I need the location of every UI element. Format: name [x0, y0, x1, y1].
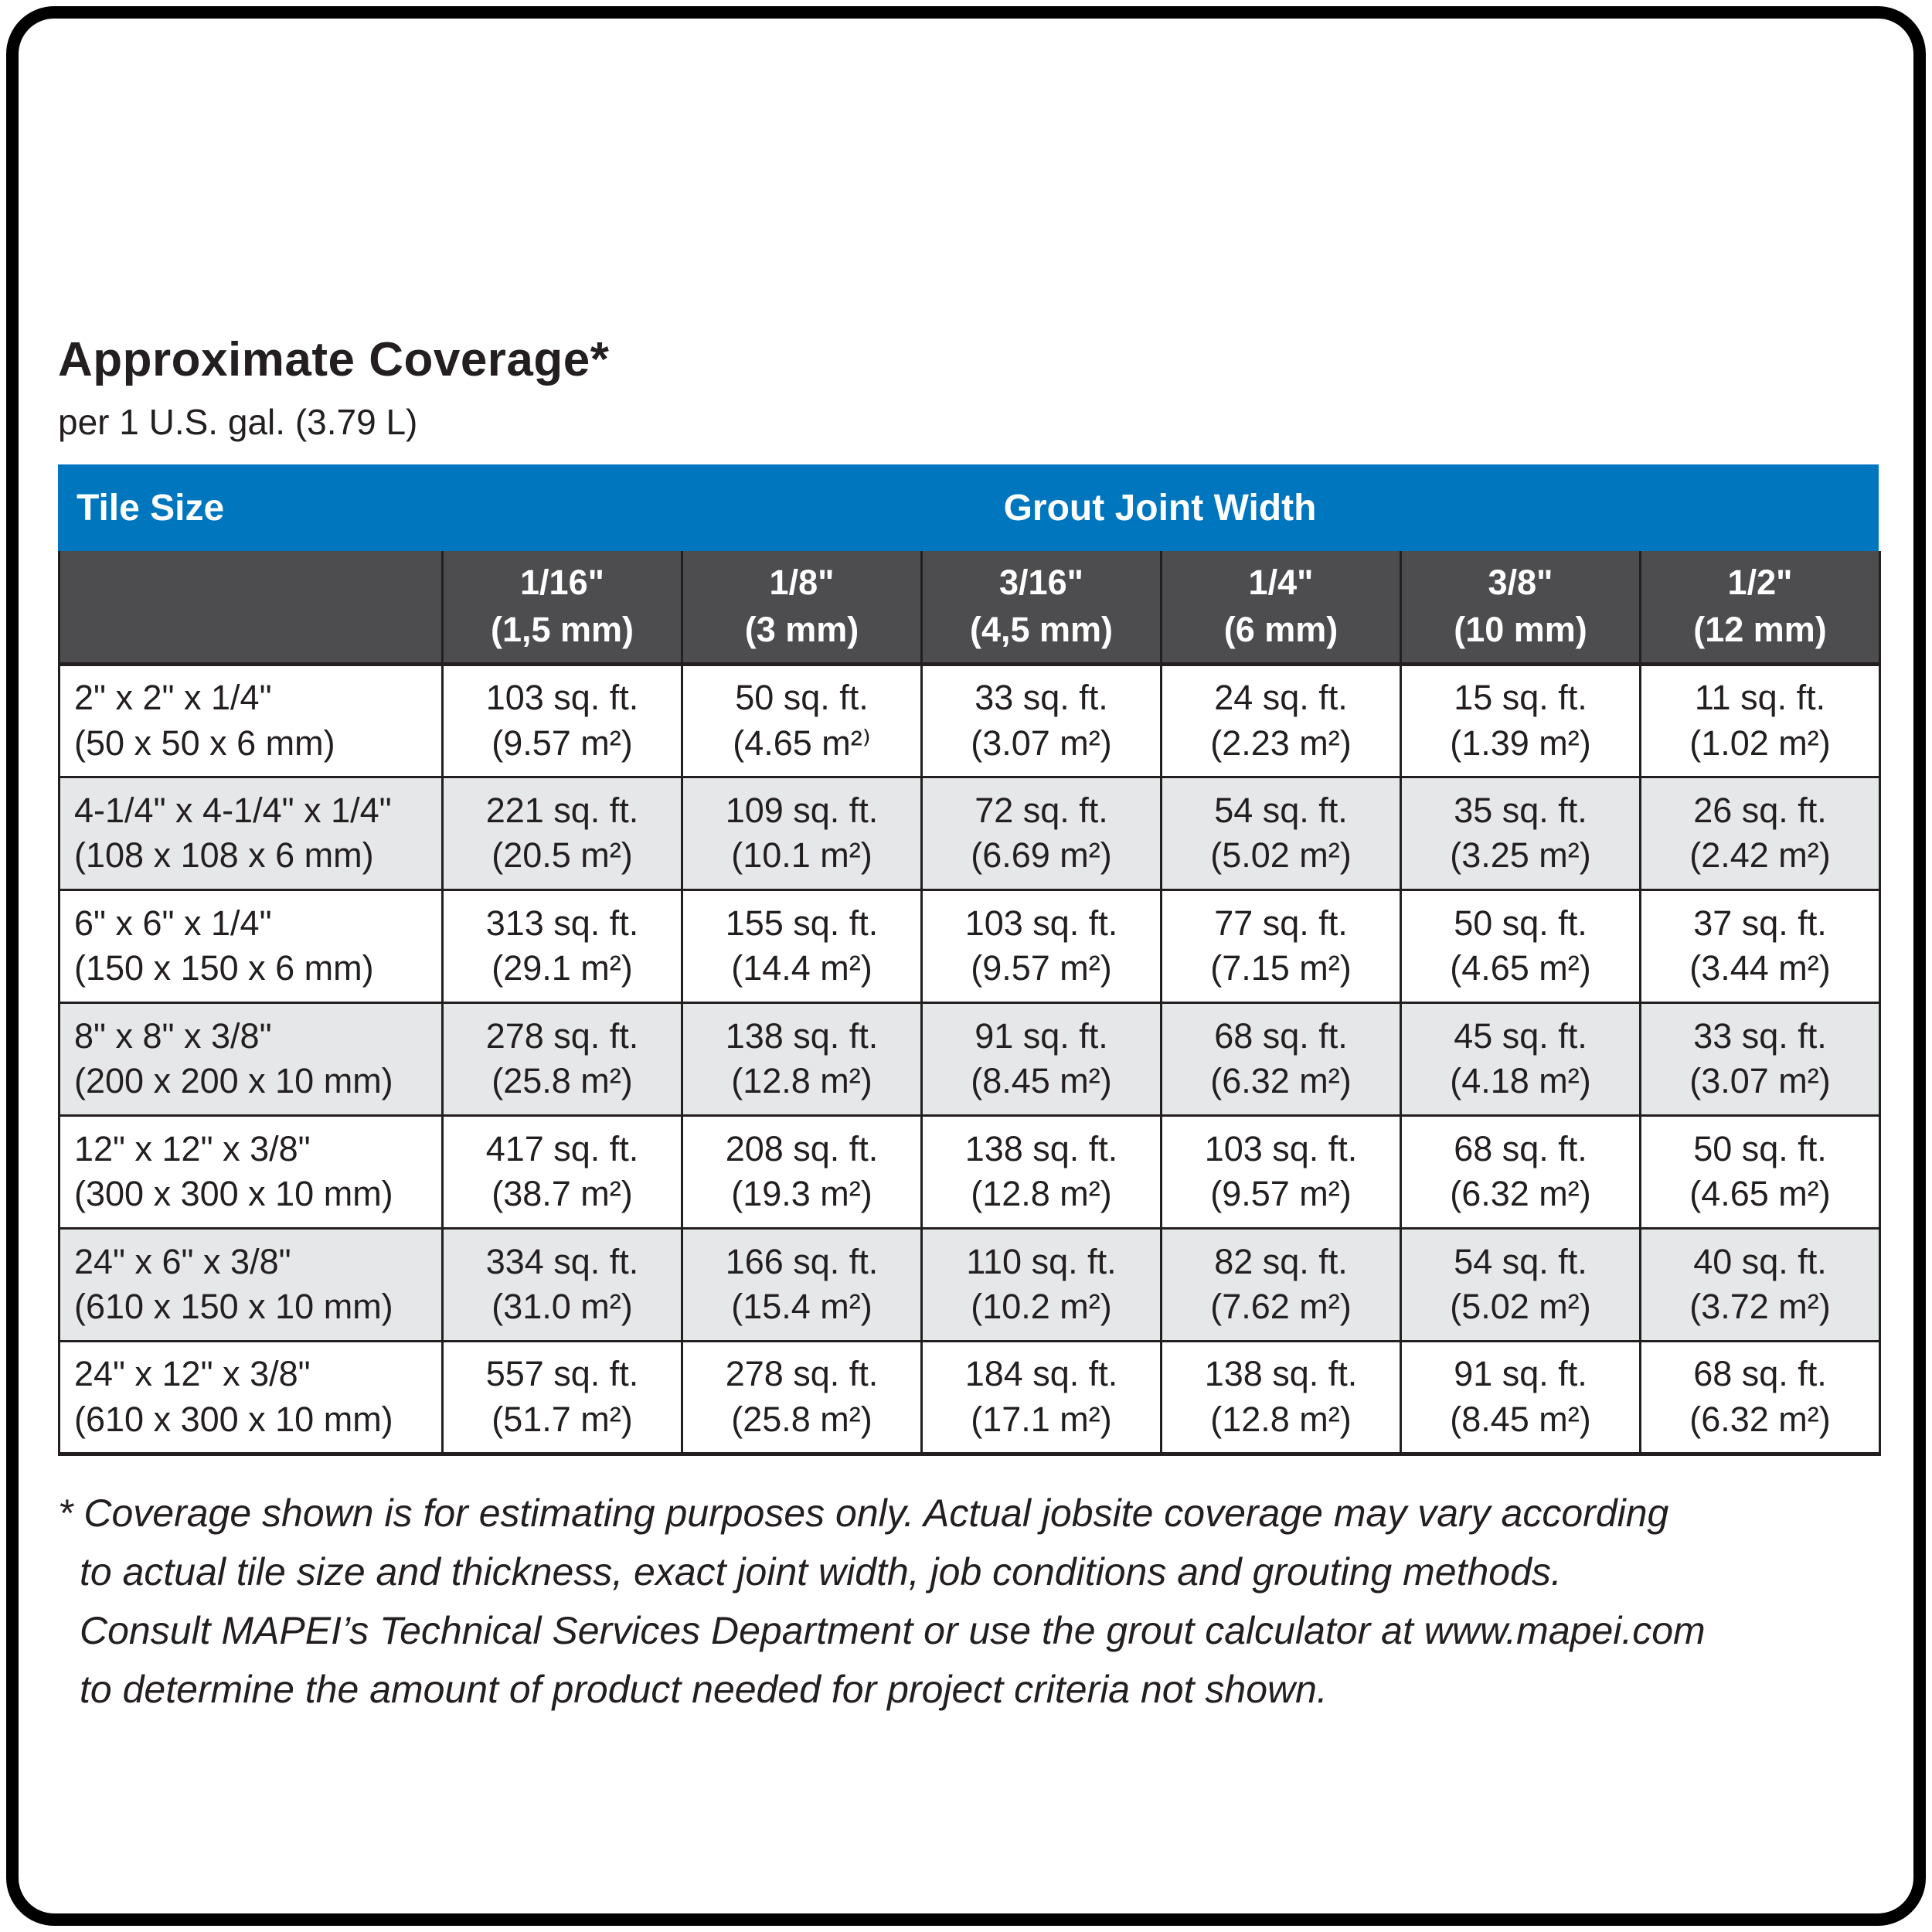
coverage-cell — [922, 1115, 1162, 1228]
coverage-cell — [1162, 1002, 1401, 1115]
coverage-m2: (9.57 m²) — [492, 723, 633, 763]
coverage-sqft: 155 sq. ft. — [725, 903, 879, 943]
coverage-cell — [1401, 1228, 1641, 1341]
tile-size-cell — [60, 1115, 443, 1228]
col-header-3-16in — [922, 551, 1162, 664]
col-header-mm: (1,5 mm) — [490, 609, 634, 649]
grout-joint-width-header: Grout Joint Width — [1003, 487, 1317, 529]
col-header-inches: 3/16" — [999, 563, 1083, 602]
page-title: Approximate Coverage* — [58, 333, 610, 386]
coverage-sqft: 417 sq. ft. — [485, 1128, 639, 1168]
footnote-line: Consult MAPEI’s Technical Services Department or use the grout calculator at www.mapei.com — [80, 1608, 1706, 1652]
coverage-cell — [922, 1002, 1162, 1115]
col-header-1-2in — [1641, 551, 1880, 664]
coverage-cell — [1162, 1115, 1401, 1228]
coverage-cell — [1162, 1341, 1401, 1454]
coverage-cell — [443, 1115, 682, 1228]
coverage-cell — [1641, 777, 1880, 889]
coverage-m2: (12.8 m²) — [971, 1174, 1112, 1213]
corner-cell — [60, 551, 443, 664]
tile-size-mm: (108 x 108 x 6 mm) — [74, 835, 374, 875]
coverage-sqft: 33 sq. ft. — [975, 678, 1108, 717]
coverage-m2: (9.57 m²) — [1210, 1174, 1352, 1213]
coverage-sqft: 24 sq. ft. — [1214, 678, 1348, 717]
coverage-m2: (6.32 m²) — [1450, 1174, 1591, 1213]
coverage-cell — [443, 1002, 682, 1115]
coverage-cell — [922, 1341, 1162, 1454]
col-header-inches: 1/4" — [1248, 563, 1314, 602]
tile-size-inches: 24" x 6" x 3/8" — [74, 1241, 291, 1281]
coverage-sqft: 68 sq. ft. — [1214, 1015, 1348, 1056]
col-header-mm: (12 mm) — [1693, 609, 1827, 649]
coverage-cell — [1641, 1002, 1880, 1115]
col-header-mm: (4,5 mm) — [969, 609, 1114, 649]
coverage-m2: (5.02 m²) — [1450, 1287, 1591, 1326]
coverage-cell — [1401, 889, 1641, 1002]
coverage-sqft: 110 sq. ft. — [966, 1241, 1117, 1281]
coverage-m2: (14.4 m²) — [731, 948, 872, 988]
coverage-m2: (4.18 m²) — [1450, 1061, 1591, 1100]
tile-size-cell — [60, 1228, 443, 1341]
coverage-m2: (6.69 m²) — [971, 835, 1112, 875]
coverage-sqft: 68 sq. ft. — [1454, 1128, 1587, 1168]
coverage-cell — [922, 1228, 1162, 1341]
table-row — [60, 664, 1880, 777]
coverage-m2: (3.07 m²) — [1689, 1061, 1831, 1100]
datasheet-content — [58, 332, 1879, 1719]
coverage-m2: (8.45 m²) — [1450, 1399, 1591, 1439]
coverage-table — [58, 551, 1881, 1456]
coverage-m2: (3.72 m²) — [1689, 1287, 1831, 1326]
coverage-m2: (7.62 m²) — [1210, 1287, 1352, 1326]
coverage-cell — [682, 777, 922, 889]
coverage-m2: (9.57 m²) — [971, 948, 1112, 988]
coverage-cell — [1641, 1228, 1880, 1341]
coverage-sqft: 54 sq. ft. — [1214, 790, 1348, 830]
coverage-m2: (6.32 m²) — [1210, 1061, 1352, 1100]
coverage-m2: (25.8 m²) — [492, 1061, 633, 1100]
coverage-cell — [1641, 889, 1880, 1002]
coverage-cell — [1401, 1115, 1641, 1228]
coverage-m2: (3.25 m²) — [1450, 835, 1591, 875]
coverage-m2: (1.02 m²) — [1689, 723, 1831, 763]
col-header-mm: (3 mm) — [744, 609, 859, 649]
col-header-inches: 1/8" — [769, 563, 835, 602]
coverage-cell — [1641, 1115, 1880, 1228]
coverage-cell — [443, 1228, 682, 1341]
coverage-m2: (12.8 m²) — [731, 1061, 872, 1100]
col-header-1-8in — [682, 551, 922, 664]
col-header-1-16in — [443, 551, 682, 664]
coverage-m2: (15.4 m²) — [731, 1287, 872, 1326]
coverage-cell — [1162, 1228, 1401, 1341]
coverage-sqft: 40 sq. ft. — [1693, 1241, 1827, 1281]
coverage-m2: (10.1 m²) — [731, 835, 872, 875]
coverage-cell — [682, 664, 922, 777]
coverage-sqft: 103 sq. ft. — [485, 678, 639, 717]
table-row — [60, 1228, 1880, 1341]
table-row — [60, 889, 1880, 1002]
tile-size-mm: (50 x 50 x 6 mm) — [74, 723, 335, 763]
coverage-sqft: 166 sq. ft. — [725, 1241, 879, 1281]
coverage-sqft: 184 sq. ft. — [964, 1354, 1118, 1393]
tile-size-header: Tile Size — [77, 487, 225, 529]
coverage-sqft: 35 sq. ft. — [1454, 790, 1587, 830]
coverage-m2: (51.7 m²) — [492, 1399, 633, 1439]
col-header-inches: 1/16" — [520, 563, 604, 602]
coverage-cell — [1162, 664, 1401, 777]
coverage-cell — [443, 777, 682, 889]
coverage-m2: (17.1 m²) — [971, 1399, 1112, 1439]
coverage-sqft: 91 sq. ft. — [1454, 1354, 1587, 1393]
coverage-cell — [682, 1228, 922, 1341]
tile-size-cell — [60, 1341, 443, 1454]
table-row — [60, 1341, 1880, 1454]
col-header-inches: 1/2" — [1727, 563, 1793, 602]
coverage-sqft: 138 sq. ft. — [1204, 1354, 1358, 1393]
tile-size-mm: (150 x 150 x 6 mm) — [74, 948, 374, 988]
coverage-cell — [1162, 889, 1401, 1002]
coverage-m2: (1.39 m²) — [1450, 723, 1591, 763]
col-header-mm: (10 mm) — [1454, 609, 1587, 649]
tile-size-inches: 12" x 12" x 3/8" — [74, 1128, 311, 1168]
tile-size-cell — [60, 889, 443, 1002]
coverage-sqft: 50 sq. ft. — [1454, 903, 1587, 943]
coverage-sqft: 72 sq. ft. — [975, 790, 1108, 830]
coverage-cell — [443, 1341, 682, 1454]
tile-size-cell — [60, 664, 443, 777]
coverage-sqft: 278 sq. ft. — [485, 1015, 639, 1056]
coverage-m2: (38.7 m²) — [492, 1174, 633, 1213]
coverage-m2: (10.2 m²) — [971, 1287, 1112, 1326]
table-row — [60, 1115, 1880, 1228]
coverage-sqft: 11 sq. ft. — [1694, 678, 1826, 717]
tile-size-inches: 6" x 6" x 1/4" — [74, 903, 272, 943]
coverage-m2: (7.15 m²) — [1210, 948, 1352, 988]
coverage-cell — [1641, 664, 1880, 777]
coverage-sqft: 557 sq. ft. — [485, 1354, 639, 1393]
coverage-cell — [682, 1002, 922, 1115]
coverage-sqft: 77 sq. ft. — [1214, 903, 1348, 943]
coverage-sqft: 138 sq. ft. — [725, 1015, 879, 1056]
footnote-line: * Coverage shown is for estimating purposes only. Actual jobsite coverage may vary according — [58, 1491, 1669, 1535]
coverage-cell — [1401, 777, 1641, 889]
tile-size-mm: (300 x 300 x 10 mm) — [74, 1174, 393, 1213]
coverage-m2: (8.45 m²) — [971, 1061, 1112, 1100]
coverage-cell — [1401, 1341, 1641, 1454]
coverage-sqft: 82 sq. ft. — [1214, 1241, 1348, 1281]
coverage-cell — [1401, 664, 1641, 777]
coverage-sqft: 91 sq. ft. — [975, 1015, 1108, 1056]
coverage-sqft: 50 sq. ft. — [735, 678, 869, 717]
coverage-cell — [1641, 1341, 1880, 1454]
coverage-m2: (25.8 m²) — [731, 1399, 872, 1439]
coverage-cell — [922, 777, 1162, 889]
coverage-m2: (4.65 m²) — [1689, 1174, 1831, 1213]
coverage-m2: (4.65 m²) — [1450, 948, 1591, 988]
footnote-line: to actual tile size and thickness, exact joint width, job conditions and grouting methods. — [80, 1549, 1562, 1594]
tile-size-mm: (610 x 300 x 10 mm) — [74, 1399, 393, 1439]
table-row — [60, 777, 1880, 889]
col-header-3-8in — [1401, 551, 1641, 664]
coverage-sqft: 68 sq. ft. — [1693, 1354, 1827, 1393]
coverage-m2: (12.8 m²) — [1210, 1399, 1352, 1439]
coverage-m2: (20.5 m²) — [492, 835, 633, 875]
coverage-cell — [443, 889, 682, 1002]
coverage-sqft: 103 sq. ft. — [964, 903, 1118, 943]
col-header-inches: 3/8" — [1488, 563, 1553, 602]
footnote-line: to determine the amount of product needed for project criteria not shown. — [80, 1667, 1328, 1711]
col-header-mm: (6 mm) — [1223, 609, 1338, 649]
coverage-cell — [443, 664, 682, 777]
tile-size-cell — [60, 1002, 443, 1115]
coverage-cell — [922, 664, 1162, 777]
coverage-sqft: 50 sq. ft. — [1693, 1128, 1827, 1168]
tile-size-mm: (200 x 200 x 10 mm) — [74, 1061, 393, 1100]
col-header-1-4in — [1162, 551, 1401, 664]
coverage-cell — [1401, 1002, 1641, 1115]
coverage-sqft: 45 sq. ft. — [1454, 1015, 1587, 1056]
tile-size-inches: 2" x 2" x 1/4" — [74, 678, 272, 717]
coverage-sqft: 33 sq. ft. — [1693, 1015, 1827, 1056]
coverage-sqft: 26 sq. ft. — [1693, 790, 1827, 830]
coverage-m2: (29.1 m²) — [492, 948, 633, 988]
coverage-m2: (5.02 m²) — [1210, 835, 1352, 875]
coverage-sqft: 334 sq. ft. — [485, 1241, 639, 1281]
table-group-header-bar — [58, 464, 1879, 551]
coverage-sqft: 221 sq. ft. — [485, 790, 639, 830]
coverage-sqft: 313 sq. ft. — [485, 903, 639, 943]
coverage-cell — [682, 1341, 922, 1454]
coverage-sqft: 109 sq. ft. — [725, 790, 879, 830]
coverage-sqft: 103 sq. ft. — [1204, 1128, 1358, 1168]
coverage-m2: (6.32 m²) — [1689, 1399, 1831, 1439]
coverage-m2: (2.23 m²) — [1210, 723, 1352, 763]
coverage-m2: (2.42 m²) — [1689, 835, 1831, 875]
coverage-m2: (19.3 m²) — [731, 1174, 872, 1213]
coverage-m2: (3.07 m²) — [971, 723, 1112, 763]
table-row — [60, 1002, 1880, 1115]
column-header-row — [60, 551, 1880, 664]
coverage-sqft: 208 sq. ft. — [725, 1128, 879, 1168]
coverage-m2: (4.65 m²⁾ — [733, 723, 871, 763]
coverage-cell — [1162, 777, 1401, 889]
coverage-cell — [682, 1115, 922, 1228]
coverage-sqft: 37 sq. ft. — [1693, 903, 1827, 943]
coverage-sqft: 54 sq. ft. — [1454, 1241, 1587, 1281]
coverage-cell — [922, 889, 1162, 1002]
coverage-m2: (31.0 m²) — [492, 1287, 633, 1326]
tile-size-mm: (610 x 150 x 10 mm) — [74, 1287, 393, 1326]
tile-size-inches: 4-1/4" x 4-1/4" x 1/4" — [74, 790, 392, 830]
page-subtitle: per 1 U.S. gal. (3.79 L) — [58, 402, 418, 442]
tile-size-inches: 24" x 12" x 3/8" — [74, 1354, 311, 1393]
coverage-sqft: 278 sq. ft. — [725, 1354, 879, 1393]
tile-size-inches: 8" x 8" x 3/8" — [74, 1015, 272, 1056]
coverage-footnote — [58, 1484, 1879, 1719]
coverage-cell — [682, 889, 922, 1002]
coverage-m2: (3.44 m²) — [1689, 948, 1831, 988]
tile-size-cell — [60, 777, 443, 889]
coverage-sqft: 138 sq. ft. — [964, 1128, 1118, 1168]
coverage-sqft: 15 sq. ft. — [1454, 678, 1587, 717]
